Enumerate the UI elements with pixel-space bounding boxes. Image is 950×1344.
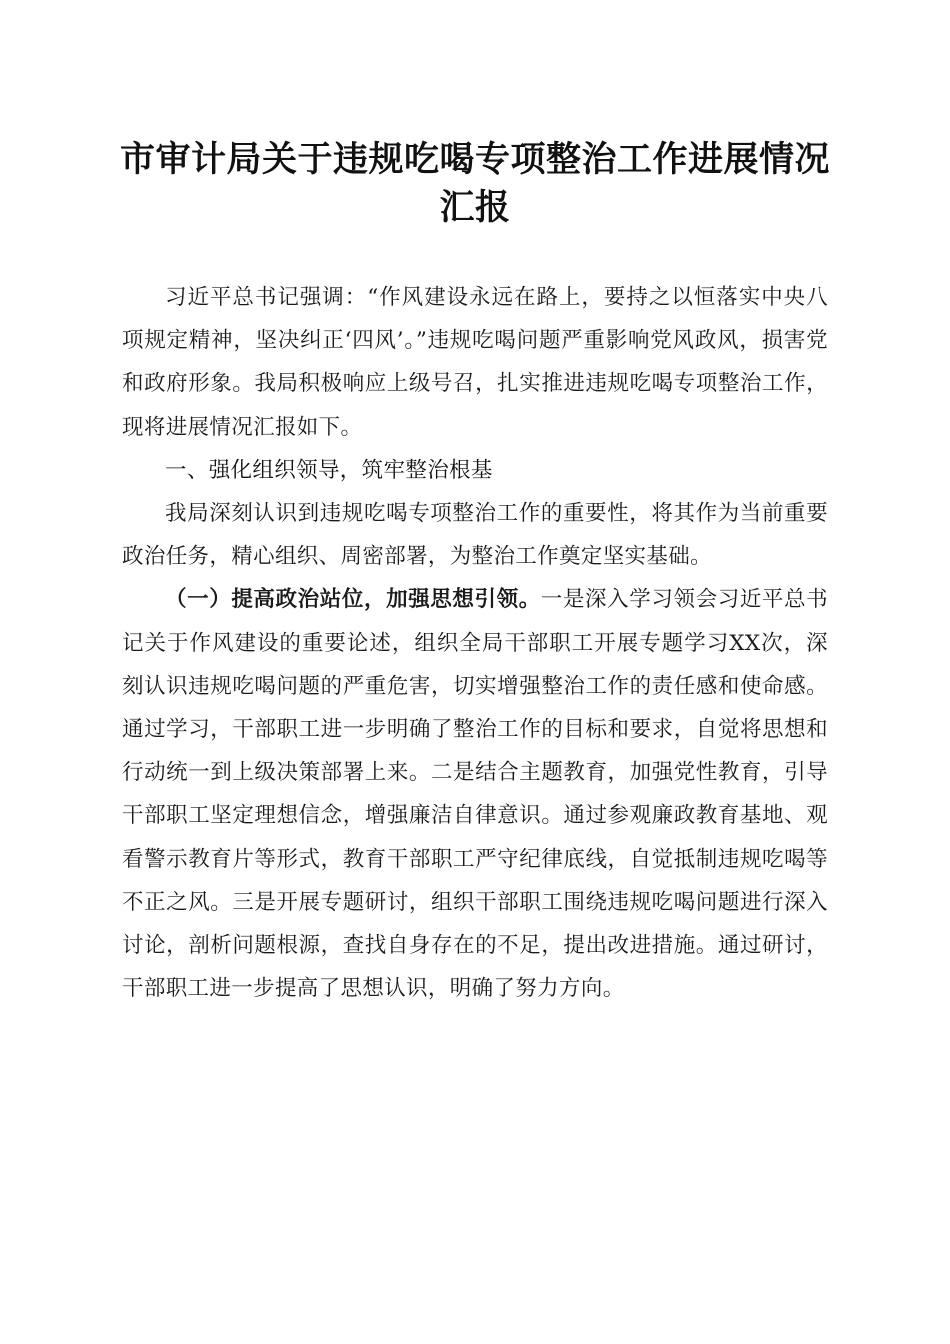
document-title-line2: 汇报: [439, 187, 511, 228]
section-1-paragraph: 我局深刻认识到违规吃喝专项整治工作的重要性，将其作为当前重要政治任务，精心组织、周密部署，为整治工作奠定坚实基础。: [122, 501, 828, 570]
subsection-1-paragraph: [122, 578, 828, 1010]
subsection-1-body: 一是深入学习领会习近平总书记关于作风建设的重要论述，组织全局干部职工开展专题学习XX次，深刻认识违规吃喝问题的严重危害，切实增强整治工作的责任感和使命感。通过学习，干部职工进一步明确了整治工作的目标和要求，自觉将思想和行动统一到上级决策部署上来。二是结合主题教育，加强党性教育，引导干部职工坚定理想信念，增强廉洁自律意识。通过参观廉政教育基地、观看警示教育片等形式，教育干部职工严守纪律底线，自觉抵制违规吃喝等不正之风。三是开展专题研讨，组织干部职工围绕违规吃喝问题进行深入讨论，剖析问题根源，查找自身存在的不足，提出改进措施。通过研讨，干部职工进一步提高了思想认识，明确了努力方向。: [122, 587, 828, 1002]
document-body: [122, 276, 828, 1010]
intro-paragraph: 习近平总书记强调：“作风建设永远在路上，要持之以恒落实中央八项规定精神，坚决纠正‘四风’。”违规吃喝问题严重影响党风政风，损害党和政府形象。我局积极响应上级号召，扎实推进违规吃喝专项整治工作，现将进展情况汇报如下。: [122, 285, 828, 440]
subsection-1-lead: （一）提高政治站位，加强思想引领。: [165, 587, 541, 613]
document-title-line1: 市审计局关于违规吃喝专项整治工作进展情况: [119, 139, 830, 180]
section-heading-1: 一、强化组织领导，筑牢整治根基: [165, 457, 493, 483]
document-title: [100, 136, 850, 232]
